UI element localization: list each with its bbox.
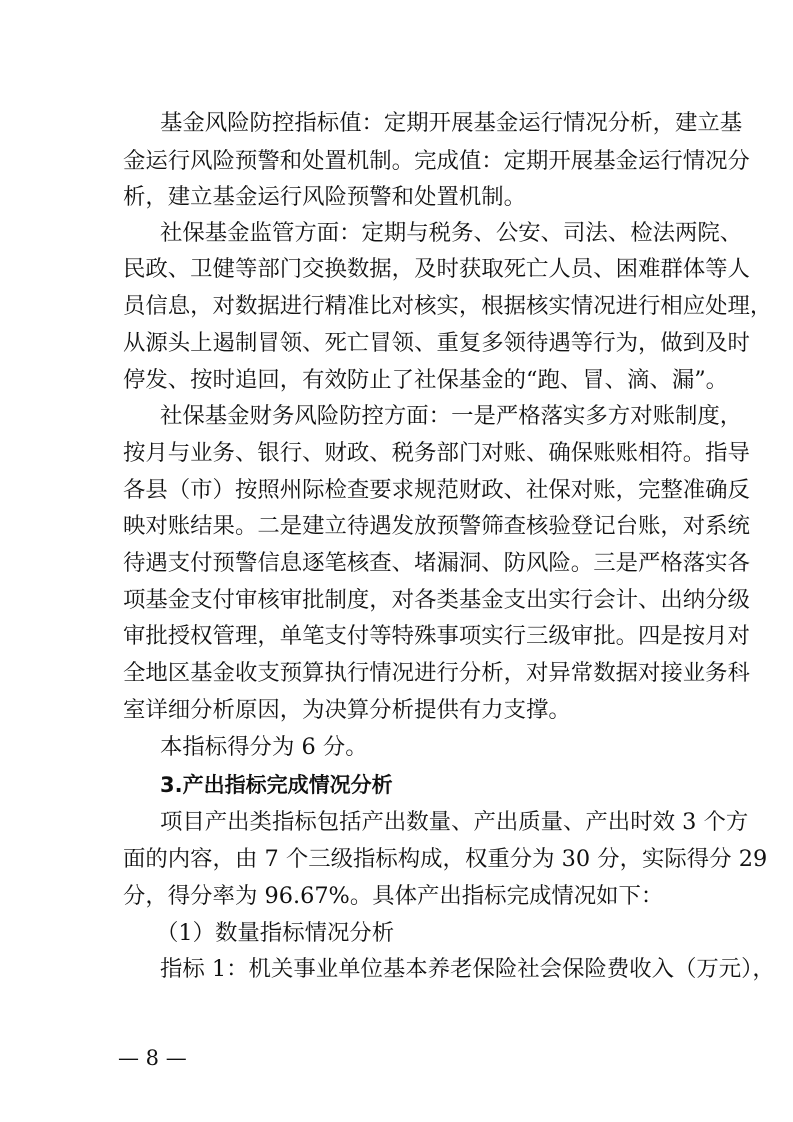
paragraph-line: 民政、卫健等部门交换数据，及时获取死亡人员、困难群体等人 [123, 256, 750, 282]
paragraph-line: 社保基金监管方面：定期与税务、公安、司法、检法两院、 [160, 220, 743, 246]
paragraph-line: 分，得分率为 96.67%。具体产出指标完成情况如下： [123, 883, 664, 909]
paragraph-line: 析，建立基金运行风险预警和处置机制。 [123, 184, 527, 210]
paragraph-line: 待遇支付预警信息逐笔核查、堵漏洞、防风险。三是严格落实各 [123, 550, 750, 576]
paragraph-line: 各县（市）按照州际检查要求规范财政、社保对账，完整准确反 [123, 477, 750, 503]
paragraph-line: 按月与业务、银行、财政、税务部门对账、确保账账相符。指导 [123, 440, 750, 466]
paragraph-line: 指标 1：机关事业单位基本养老保险社会保险费收入（万元）， [160, 956, 775, 982]
paragraph-line: 停发、按时追回，有效防止了社保基金的“跑、冒、滴、漏”。 [123, 367, 729, 393]
paragraph-line: 映对账结果。二是建立待遇发放预警筛查核验登记台账，对系统 [123, 513, 750, 539]
paragraph-line: 员信息，对数据进行精准比对核实，根据核实情况进行相应处理， [123, 293, 773, 319]
page-number: — 8 — [118, 1046, 187, 1070]
section-heading: 3.产出指标完成情况分析 [160, 773, 393, 797]
paragraph-line: 审批授权管理，单笔支付等特殊事项实行三级审批。四是按月对 [123, 623, 750, 649]
subsection-heading: （1）数量指标情况分析 [156, 920, 395, 946]
score-line: 本指标得分为 6 分。 [160, 734, 368, 760]
paragraph-line: 金运行风险预警和处置机制。完成值：定期开展基金运行情况分 [123, 148, 750, 174]
paragraph-line: 项基金支付审核审批制度，对各类基金支出实行会计、出纳分级 [123, 587, 750, 613]
paragraph-line: 基金风险防控指标值：定期开展基金运行情况分析，建立基 [160, 110, 743, 136]
paragraph-line: 从源头上遏制冒领、死亡冒领、重复多领待遇等行为，做到及时 [123, 330, 750, 356]
paragraph-line: 室详细分析原因，为决算分析提供有力支撑。 [123, 697, 571, 723]
paragraph-line: 全地区基金收支预算执行情况进行分析，对异常数据对接业务科 [123, 660, 750, 686]
paragraph-line: 社保基金财务风险防控方面：一是严格落实多方对账制度， [160, 403, 743, 429]
paragraph-line: 面的内容，由 7 个三级指标构成，权重分为 30 分，实际得分 29 [123, 846, 768, 872]
paragraph-line: 项目产出类指标包括产出数量、产出质量、产出时效 3 个方 [160, 809, 749, 835]
